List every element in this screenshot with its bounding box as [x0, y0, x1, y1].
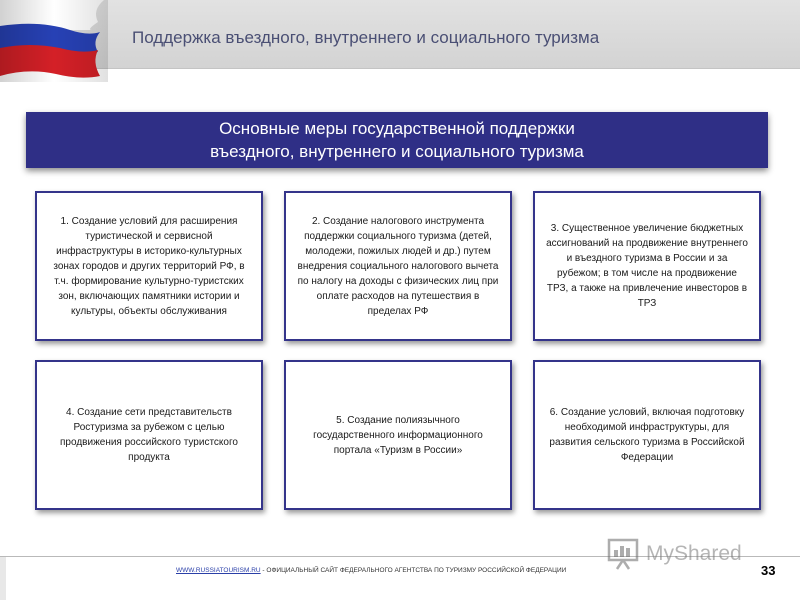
measure-card-3: [533, 191, 761, 341]
measure-card-text: 1. Создание условий для расширения туристической и сервисной инфраструктуры в историко-культурных зонах городов и других территорий РФ, в т.ч. формирование культурно-туристских зон, включающих памятники истории и культуры, объекты обслуживания: [53, 215, 245, 317]
footer-accent: [0, 557, 6, 600]
measure-card-text: 6. Создание условий, включая подготовку необходимой инфраструктуры, для развития сельского туризма в Российской Федерации: [549, 407, 745, 463]
measure-card-5: [284, 360, 512, 510]
slide-title: Поддержка въездного, внутреннего и социального туризма: [132, 28, 600, 47]
measure-card-4: [35, 360, 263, 510]
measure-card-6: [533, 360, 761, 510]
myshared-watermark: [606, 536, 766, 572]
measure-card-1: [35, 191, 263, 341]
russian-flag-icon: [0, 0, 108, 82]
footer-description: - ОФИЦИАЛЬНЫЙ САЙТ ФЕДЕРАЛЬНОГО АГЕНТСТВА ПО ТУРИЗМУ РОССИЙСКОЙ ФЕДЕРАЦИИ: [260, 567, 567, 574]
footer-caption: [176, 567, 566, 574]
measure-card-text: 5. Создание полиязычного государственного информационного портала «Туризм в России»: [313, 414, 483, 456]
section-banner: [26, 112, 768, 168]
presentation-board-icon: [606, 536, 642, 570]
page-number: 33: [761, 563, 776, 578]
measure-card-2: [284, 191, 512, 341]
banner-title-line-2: въездного, внутреннего и социального туризма: [210, 142, 584, 161]
footer-website-link[interactable]: WWW.RUSSIATOURISM.RU: [176, 567, 261, 574]
measure-card-text: 4. Создание сети представительств Ростуризма за рубежом с целью продвижения российского туристского продукта: [60, 407, 238, 463]
watermark-text: MyShared: [646, 542, 742, 565]
banner-title-line-1: Основные меры государственной поддержки: [219, 119, 575, 138]
measure-card-text: 3. Существенное увеличение бюджетных ассигнований на продвижение внутреннего и въездного туризма в России и за рубежом; в том числе на продвижение ТРЗ, а также на привлечение инвесторов в ТРЗ: [546, 223, 748, 309]
measure-card-text: 2. Создание налогового инструмента поддержки социального туризма (детей, молодежи, пожилых людей и др.) путем внедрения социального налогового вычета по налогу на доходы с физических лиц при оплате расходов на путешествия в пределах РФ: [297, 215, 499, 317]
